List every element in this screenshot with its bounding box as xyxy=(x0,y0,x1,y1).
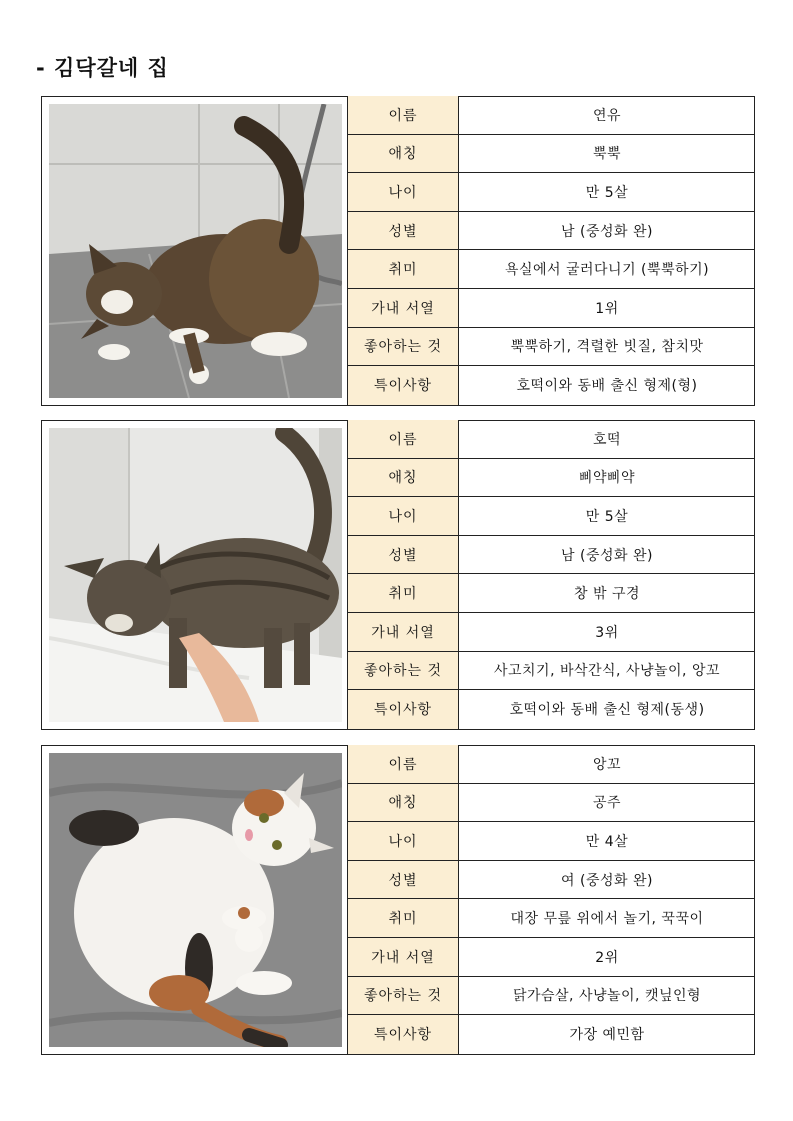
cat-gender: 여 (중성화 완) xyxy=(561,872,653,889)
cat-name: 호떡 xyxy=(592,431,622,448)
cat-card-2 xyxy=(41,420,755,730)
cat-rank: 1위 xyxy=(595,300,619,317)
row-notes: 특이사항 호떡이와 동배 출신 형제(형) xyxy=(348,366,755,405)
cat-name: 연유 xyxy=(592,107,622,124)
row-gender: 성별 남 (중성화 완) xyxy=(348,536,755,575)
row-likes: 좋아하는 것 사고치기, 바삭간식, 사냥놀이, 앙꼬 xyxy=(348,652,755,691)
row-notes: 특이사항 호떡이와 동배 출신 형제(동생) xyxy=(348,690,755,729)
row-hobby: 취미 대장 무릎 위에서 놀기, 꾹꾹이 xyxy=(348,899,755,938)
cat-gender: 남 (중성화 완) xyxy=(561,223,653,240)
cat-card-3 xyxy=(41,745,755,1055)
cat-age: 만 5살 xyxy=(585,184,629,201)
row-hobby: 취미 창 밖 구경 xyxy=(348,574,755,613)
row-name: 이름 연유 xyxy=(348,96,755,135)
cat-name: 앙꼬 xyxy=(592,756,622,773)
cat-hobby: 욕실에서 굴러다니기 (뿍뿍하기) xyxy=(504,262,710,279)
row-gender: 성별 여 (중성화 완) xyxy=(348,861,755,900)
row-name: 이름 앙꼬 xyxy=(348,745,755,784)
row-age: 나이 만 5살 xyxy=(348,173,755,212)
row-rank: 가내 서열 1위 xyxy=(348,289,755,328)
tabby-cat-standing-photo xyxy=(49,428,342,722)
row-age: 나이 만 4살 xyxy=(348,822,755,861)
row-likes: 좋아하는 것 뿍뿍하기, 격렬한 빗질, 참치맛 xyxy=(348,328,755,367)
cat-info-table-2 xyxy=(347,420,755,730)
cat-rank: 3위 xyxy=(595,624,619,641)
row-hobby: 취미 욕실에서 굴러다니기 (뿍뿍하기) xyxy=(348,250,755,289)
cat-info-table-1 xyxy=(347,96,755,406)
cat-notes: 호떡이와 동배 출신 형제(동생) xyxy=(509,702,705,719)
cat-likes: 뿍뿍하기, 격렬한 빗질, 참치맛 xyxy=(510,339,704,356)
cat-nickname: 삐약삐약 xyxy=(578,470,636,487)
cat-nickname: 뿍뿍 xyxy=(592,146,622,163)
cat-likes: 닭가슴살, 사냥놀이, 캣닢인형 xyxy=(512,988,702,1005)
cat-likes: 사고치기, 바삭간식, 사냥놀이, 앙꼬 xyxy=(493,663,721,680)
row-nickname: 애칭 공주 xyxy=(348,784,755,823)
cat-info-table-3 xyxy=(347,745,755,1055)
row-rank: 가내 서열 3위 xyxy=(348,613,755,652)
row-age: 나이 만 5살 xyxy=(348,497,755,536)
row-rank: 가내 서열 2위 xyxy=(348,938,755,977)
row-notes: 특이사항 가장 예민함 xyxy=(348,1015,755,1054)
cat-rank: 2위 xyxy=(595,949,619,966)
cat-hobby: 창 밖 구경 xyxy=(574,586,640,603)
row-name: 이름 호떡 xyxy=(348,420,755,459)
cat-notes: 가장 예민함 xyxy=(569,1027,645,1044)
tabby-cat-rolling-photo xyxy=(49,104,342,398)
cat-card-1 xyxy=(41,96,755,406)
cat-nickname: 공주 xyxy=(592,795,622,812)
row-nickname: 애칭 뿍뿍 xyxy=(348,135,755,174)
cat-hobby: 대장 무릎 위에서 놀기, 꾹꾹이 xyxy=(510,911,704,928)
cat-age: 만 5살 xyxy=(585,508,629,525)
cat-notes: 호떡이와 동배 출신 형제(형) xyxy=(516,378,698,395)
row-gender: 성별 남 (중성화 완) xyxy=(348,212,755,251)
page-title: - 김닥갈네 집 xyxy=(36,56,169,80)
cat-age: 만 4살 xyxy=(585,833,629,850)
row-nickname: 애칭 삐약삐약 xyxy=(348,459,755,498)
calico-cat-lying-photo xyxy=(49,753,342,1047)
row-likes: 좋아하는 것 닭가슴살, 사냥놀이, 캣닢인형 xyxy=(348,977,755,1016)
cat-gender: 남 (중성화 완) xyxy=(561,547,653,564)
